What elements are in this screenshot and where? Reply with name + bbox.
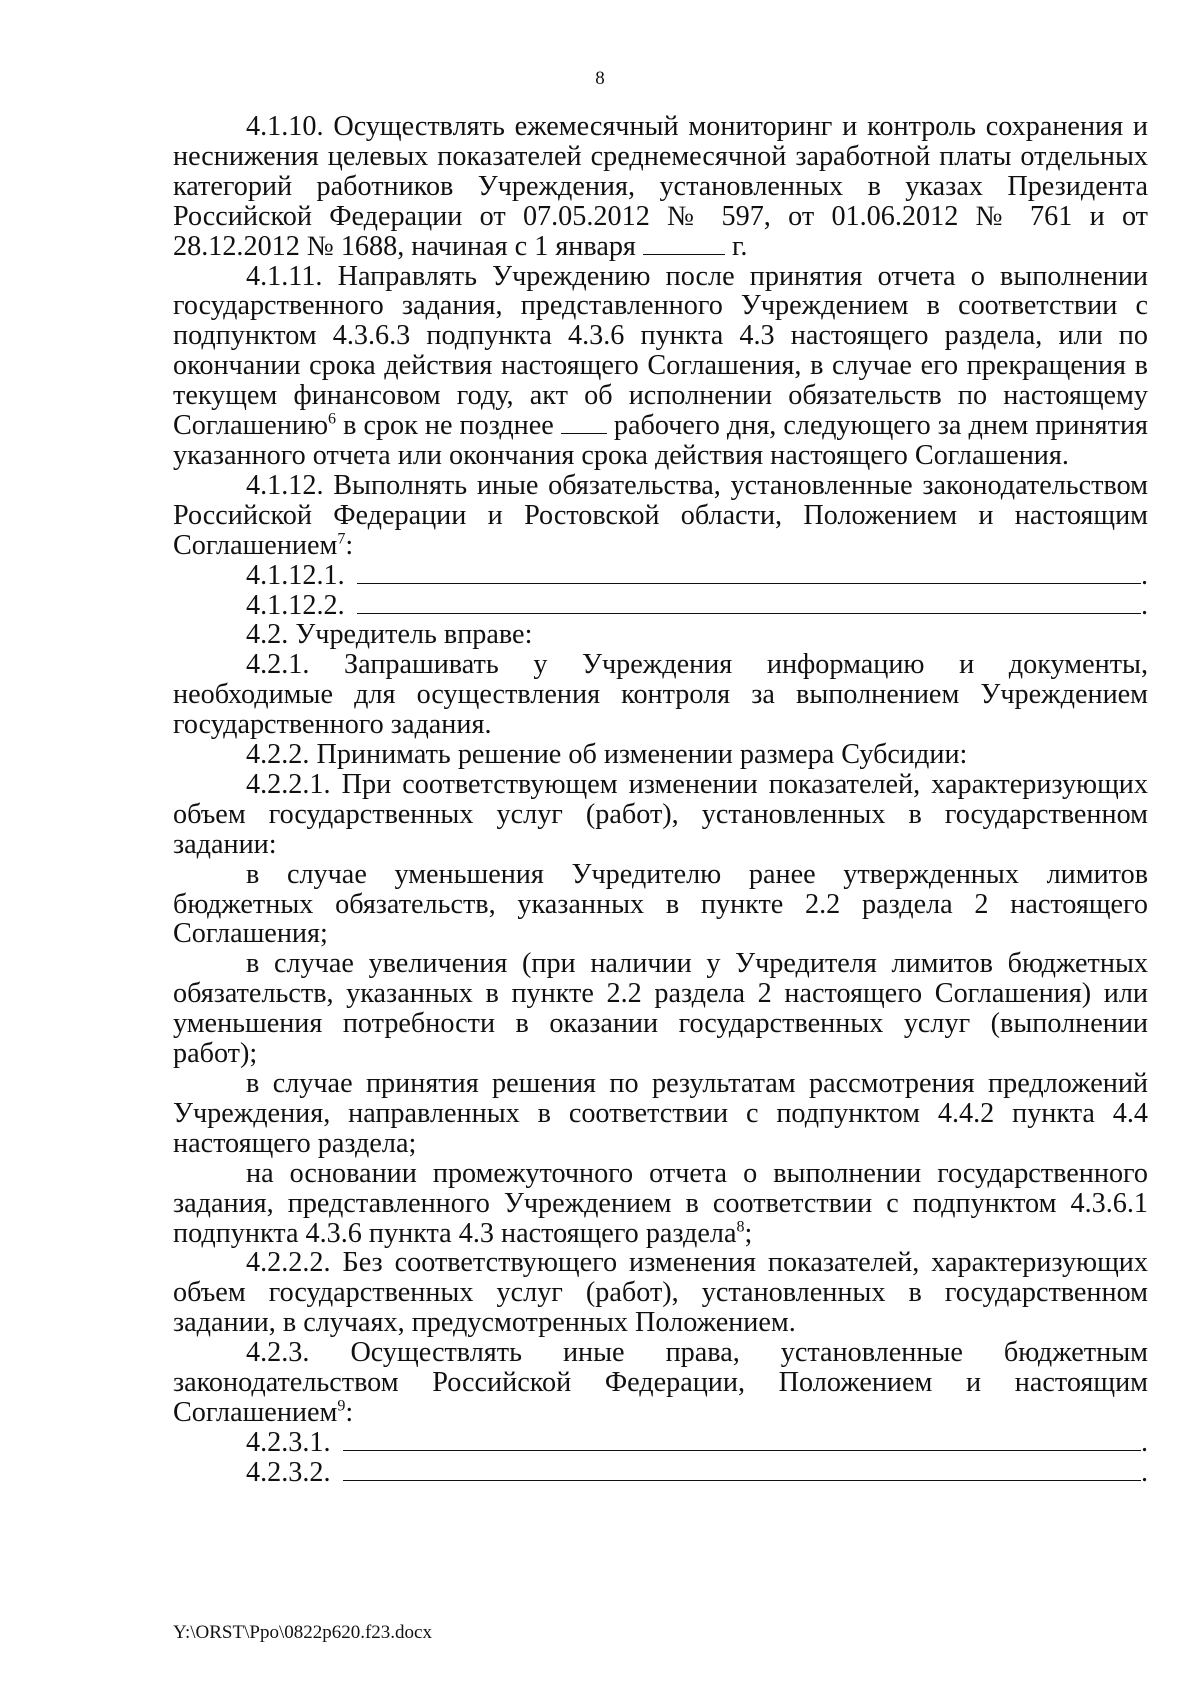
page-number: 8 [595, 68, 605, 89]
paragraph-case-2: в случае увеличения (при наличии у Учредителя лимитов бюджетных обязательств, указанных в пункте 2.2 раздела 2 настоящего Соглашения) или уменьшения потребности в оказании государственных услуг (выполнении работ); [173, 948, 1148, 1070]
document-body [173, 112, 1148, 1488]
year-blank [643, 232, 725, 255]
footnote-ref: 6 [328, 410, 337, 428]
fill-line-4-2-3-1: 4.2.3.1. . [246, 1426, 1148, 1458]
paragraph-4-2-2: 4.2.2. Принимать решение об изменении размера Субсидии: [246, 739, 968, 771]
footer-file-path: Y:\ORST\Ppo\0822p620.f23.docx [173, 1622, 432, 1643]
paragraph-4-2-2-1: 4.2.2.1. При соответствующем изменении показателей, характеризующих объем государственных услуг (работ), установленных в государственном задании: [173, 768, 1148, 860]
day-blank [561, 411, 607, 434]
paragraph-4-2-3: 4.2.3. Осуществлять иные права, установленные бюджетным законодательством Российской Федерации, Положением и настоящим Соглашением$^9$: [173, 1337, 1148, 1428]
paragraph-4-1-10: 4.1.10. Осуществлять ежемесячный мониторинг и контроль сохранения и неснижения целевых показателей среднемесячной заработной платы отдельных категорий работников Учреждения, установленных в указах Президента Российской Федерации от 07.05.2012 № 597, от 01.06.2012 № 761 и от 28.12.2012 № 1688, начиная с 1 января г. [173, 111, 1148, 262]
fill-line-4-1-12-1: 4.1.12.1. . [246, 559, 1148, 591]
paragraph-case-3: в случае принятия решения по результатам рассмотрения предложений Учреждения, направленных в соответствии с подпунктом 4.4.2 пункта 4.4 настоящего раздела; [173, 1068, 1148, 1159]
footnote-ref: 7 [337, 530, 346, 548]
fill-line-4-1-12-2: 4.1.12.2. . [246, 589, 1148, 621]
blank-line [343, 1428, 1141, 1451]
paragraph-case-1: в случае уменьшения Учредителю ранее утвержденных лимитов бюджетных обязательств, указанных в пункте 2.2 раздела 2 настоящего Соглашения; [173, 858, 1148, 950]
paragraph-4-2-1: 4.2.1. Запрашивать у Учреждения информацию и документы, необходимые для осуществления контроля за выполнением Учреждением государственного задания. [173, 649, 1148, 741]
paragraph-4-2-2-2: 4.2.2.2. Без соответствующего изменения показателей, характеризующих объем государственных услуг (работ), установленных в государственном задании, в случаях, предусмотренных Положением. [173, 1247, 1148, 1339]
paragraph-4-2: 4.2. Учредитель вправе: [246, 619, 533, 651]
blank-line [357, 591, 1141, 614]
fill-line-4-2-3-2: 4.2.3.2. . [246, 1456, 1148, 1488]
footnote-ref: 8 [736, 1218, 745, 1236]
paragraph-4-1-12: 4.1.12. Выполнять иные обязательства, установленные законодательством Российской Федерации и Ростовской области, Положением и настоящим Соглашением$^7$: [173, 469, 1148, 561]
paragraph-case-4: на основании промежуточного отчета о выполнении государственного задания, представленного Учреждением в соответствии с подпунктом 4.3.6.1 подпункта 4.3.6 пункта 4.3 настоящего раздела$^8$; [173, 1157, 1148, 1249]
blank-line [357, 561, 1141, 584]
blank-line [343, 1458, 1141, 1481]
paragraph-4-1-11: 4.1.11. Направлять Учреждению после принятия отчета о выполнении государственного задания, представленного Учреждением в соответствии с подпунктом 4.3.6.3 подпункта 4.3.6 пункта 4.3 настоящего раздела, или по окончании срока действия настоящего Соглашения, в случае его прекращения в текущем финансовом году, акт об исполнении обязательств по настоящему Соглашению$^6$ в срок не позднее рабочего дня, следующего за днем принятия указанного отчета или окончания срока действия настоящего Соглашения. [173, 260, 1148, 471]
footnote-ref: 9 [337, 1397, 346, 1415]
